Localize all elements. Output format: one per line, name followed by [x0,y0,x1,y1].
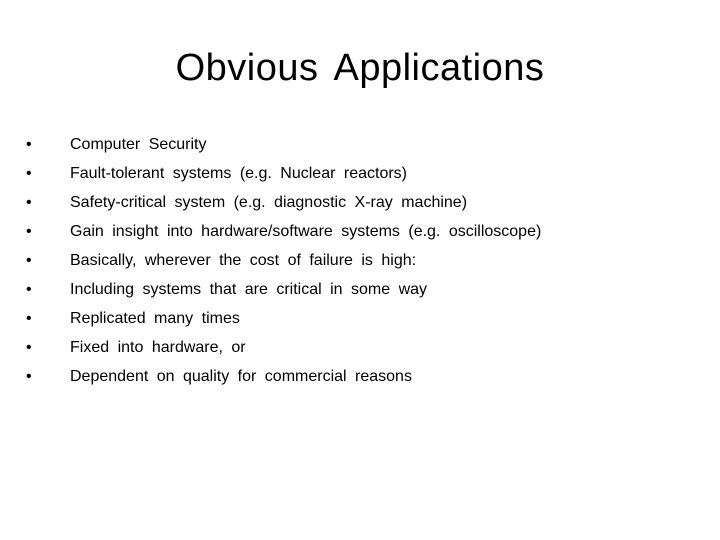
bullet-text: Fixed into hardware, or [70,339,246,356]
list-item [26,188,706,217]
list-item [26,246,706,275]
bullet-icon: • [26,281,32,298]
bullet-icon: • [26,136,32,153]
bullet-icon: • [26,252,32,269]
bullet-icon: • [26,194,32,211]
bullet-list [26,130,706,391]
list-item [26,130,706,159]
bullet-icon: • [26,310,32,327]
bullet-icon: • [26,339,32,356]
bullet-icon: • [26,223,32,240]
list-item [26,275,706,304]
list-item [26,362,706,391]
bullet-icon: • [26,165,32,182]
bullet-text: Safety-critical system (e.g. diagnostic X-ray machine) [70,194,468,211]
bullet-text: Dependent on quality for commercial reasons [70,368,412,385]
bullet-icon: • [26,368,32,385]
list-item [26,333,706,362]
list-item [26,217,706,246]
list-item [26,304,706,333]
bullet-text: Including systems that are critical in some way [70,281,428,298]
bullet-text: Basically, wherever the cost of failure is high: [70,252,417,269]
bullet-text: Fault-tolerant systems (e.g. Nuclear reactors) [70,165,407,182]
list-item [26,159,706,188]
bullet-text: Replicated many times [70,310,240,327]
slide-title: Obvious Applications [175,47,545,89]
bullet-text: Computer Security [70,136,207,153]
bullet-text: Gain insight into hardware/software systems (e.g. oscilloscope) [70,223,542,240]
